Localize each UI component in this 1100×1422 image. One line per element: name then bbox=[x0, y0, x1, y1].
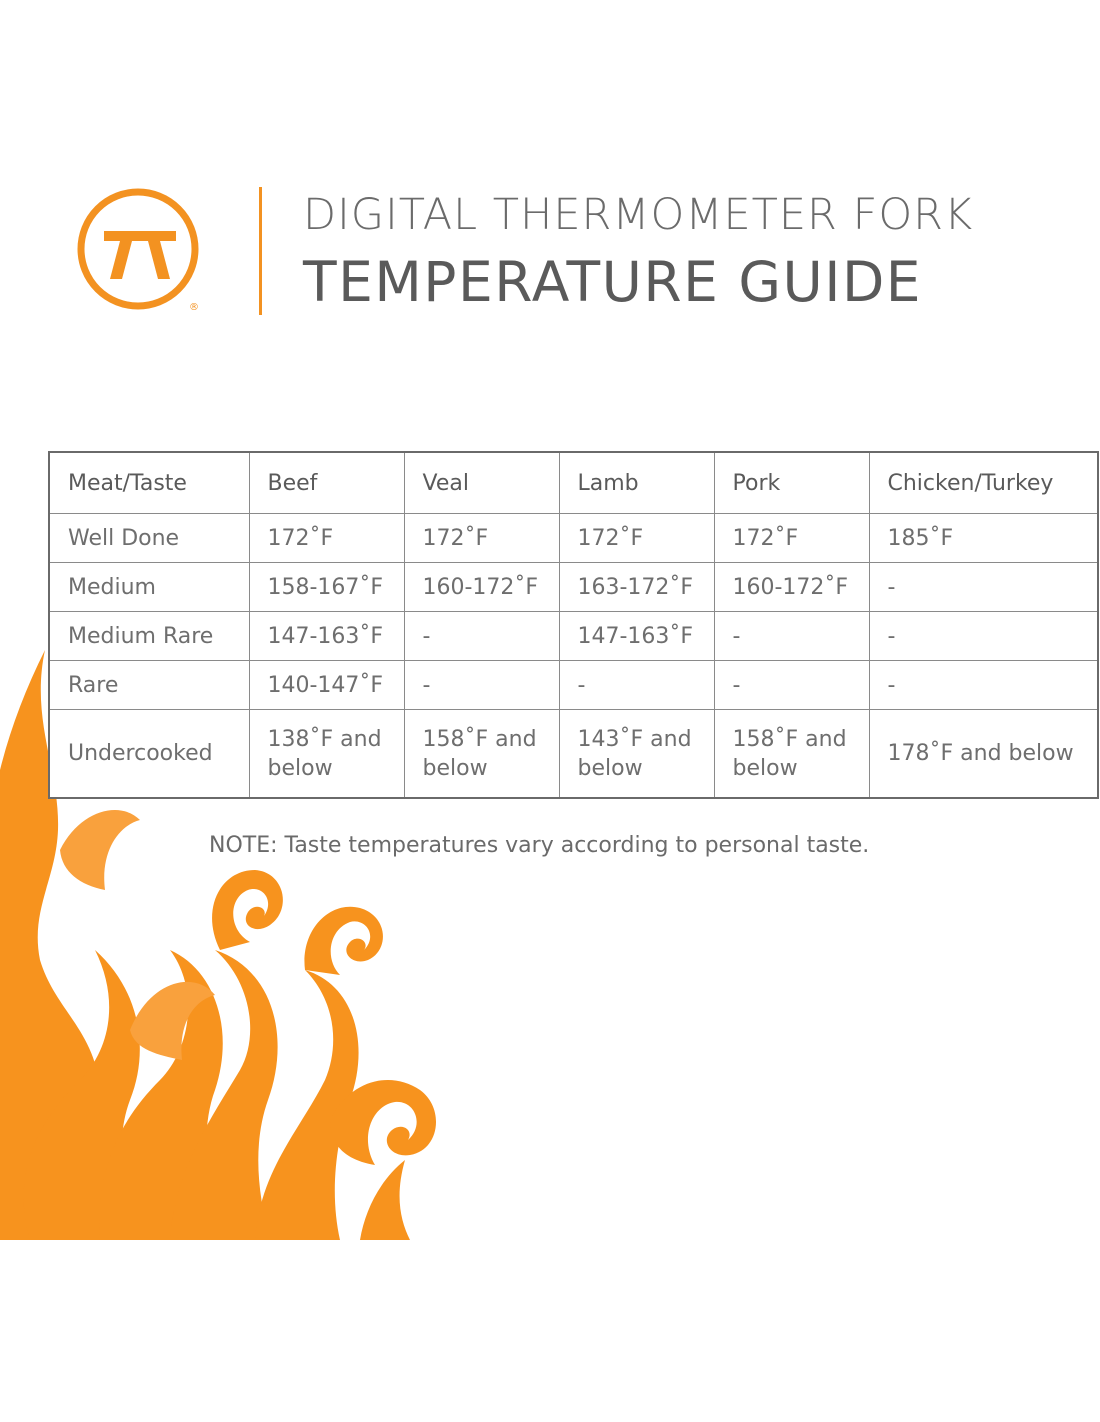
title-line-1: DIGITAL THERMOMETER FORK bbox=[303, 190, 974, 240]
column-header-beef: Beef bbox=[249, 452, 404, 514]
table-cell: - bbox=[869, 612, 1098, 661]
table-cell: 160-172˚F bbox=[714, 563, 869, 612]
table-cell: 172˚F bbox=[559, 514, 714, 563]
table-cell: - bbox=[714, 661, 869, 710]
note bbox=[209, 833, 869, 858]
table-cell: 178˚F and below bbox=[869, 710, 1098, 799]
table-cell: - bbox=[869, 563, 1098, 612]
table-row bbox=[49, 612, 1098, 661]
table-header-row bbox=[49, 452, 1098, 514]
table-cell: - bbox=[869, 661, 1098, 710]
table-cell: 158˚F and below bbox=[404, 710, 559, 799]
row-label: Well Done bbox=[49, 514, 249, 563]
column-header-pork: Pork bbox=[714, 452, 869, 514]
note-label: NOTE: bbox=[209, 833, 278, 858]
table-cell: 158-167˚F bbox=[249, 563, 404, 612]
table-row bbox=[49, 710, 1098, 799]
row-label: Medium Rare bbox=[49, 612, 249, 661]
table-cell: 185˚F bbox=[869, 514, 1098, 563]
table-cell: 140-147˚F bbox=[249, 661, 404, 710]
table-cell: 158˚F and below bbox=[714, 710, 869, 799]
table-cell: 143˚F and below bbox=[559, 710, 714, 799]
table-cell: 160-172˚F bbox=[404, 563, 559, 612]
title-line-2: TEMPERATURE GUIDE bbox=[303, 250, 923, 314]
column-header-veal: Veal bbox=[404, 452, 559, 514]
pi-stool-logo-icon bbox=[76, 187, 204, 315]
table-cell: - bbox=[559, 661, 714, 710]
table-row bbox=[49, 563, 1098, 612]
table-cell: 147-163˚F bbox=[559, 612, 714, 661]
column-header-meat-taste: Meat/Taste bbox=[49, 452, 249, 514]
header-divider bbox=[259, 187, 262, 315]
table-cell: 147-163˚F bbox=[249, 612, 404, 661]
row-label: Undercooked bbox=[49, 710, 249, 799]
table-cell: 172˚F bbox=[714, 514, 869, 563]
registered-mark: ® bbox=[189, 302, 199, 313]
table-cell: 172˚F bbox=[249, 514, 404, 563]
table-cell: - bbox=[714, 612, 869, 661]
table-cell: - bbox=[404, 612, 559, 661]
table-cell: 163-172˚F bbox=[559, 563, 714, 612]
table-cell: 138˚F and below bbox=[249, 710, 404, 799]
note-text: Taste temperatures vary according to personal taste. bbox=[277, 833, 870, 858]
row-label: Rare bbox=[49, 661, 249, 710]
column-header-lamb: Lamb bbox=[559, 452, 714, 514]
temperature-table bbox=[48, 451, 1099, 799]
column-header-chicken-turkey: Chicken/Turkey bbox=[869, 452, 1098, 514]
table-row bbox=[49, 514, 1098, 563]
table-cell: - bbox=[404, 661, 559, 710]
table-row bbox=[49, 661, 1098, 710]
row-label: Medium bbox=[49, 563, 249, 612]
table-cell: 172˚F bbox=[404, 514, 559, 563]
